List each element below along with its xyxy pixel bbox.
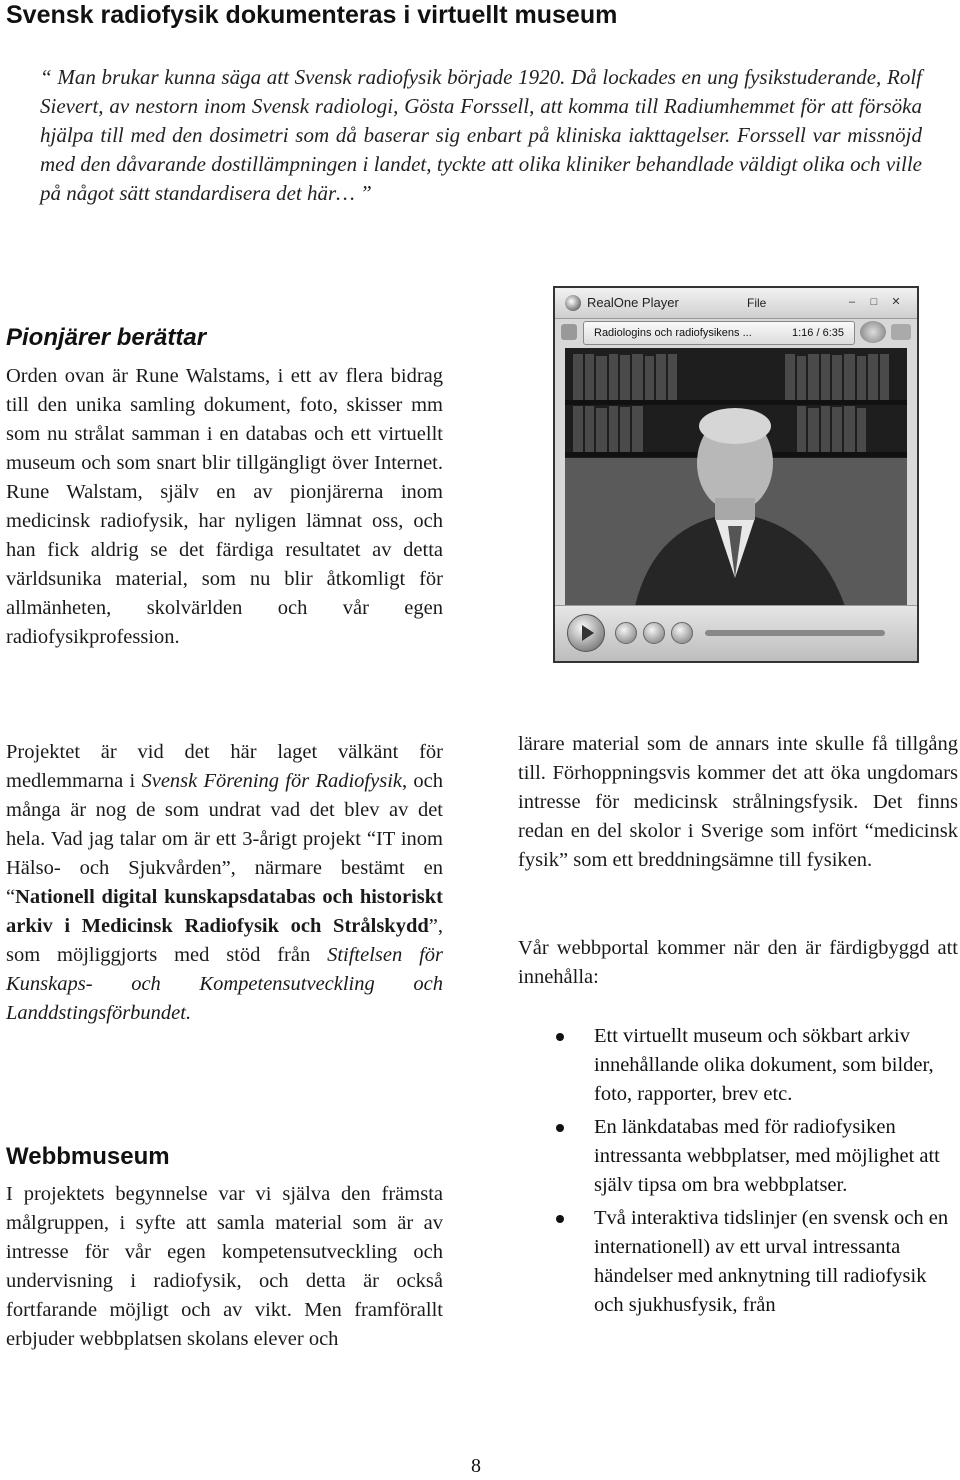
previous-icon <box>643 622 665 644</box>
text-run: ”, som möjliggjorts med stöd från <box>6 915 443 966</box>
player-track-time: 1:16 / 6:35 <box>792 327 844 339</box>
list-item <box>518 1204 958 1320</box>
player-track-title: Radiologins och radiofysikens ... <box>594 327 752 339</box>
minimize-icon: – <box>848 296 856 308</box>
media-player-screenshot <box>553 286 919 663</box>
paragraph-projekt <box>6 738 443 1028</box>
close-icon: ✕ <box>891 296 901 308</box>
project-name: Nationell digital kunskapsdatabas och historiskt arkiv i Medicinsk Radiofysik och Strålskydd <box>6 886 443 937</box>
player-app-name: RealOne Player <box>587 295 679 310</box>
funder-name: Stiftelsen för Kunskaps- och Kompetensutveckling och Landdstingsförbundet. <box>6 944 443 1024</box>
player-track-bar <box>583 321 855 345</box>
next-icon <box>671 622 693 644</box>
interview-photo <box>565 348 907 606</box>
list-item <box>518 1022 958 1109</box>
paragraph-larare: lärare material som de annars inte skulle få tillgång till. Förhoppningsvis kommer det att öka ungdomars intresse för medicinsk strålningsfysik. Det finns redan en del skolor i Sverige som infört “medicinsk fysik” som ett breddningsämne till fysiken. <box>518 733 958 871</box>
equalizer-icon <box>891 324 911 340</box>
play-icon <box>567 614 605 652</box>
list-item-text: Ett virtuellt museum och sökbart arkiv innehållande olika dokument, som bilder, foto, rapporter, brev etc. <box>594 1025 934 1105</box>
section-heading-pionjarer: Pionjärer berättar <box>6 324 207 351</box>
player-video-frame <box>565 348 907 606</box>
bullet-icon <box>556 1033 564 1041</box>
text-run: , och många är nog de som undrat vad det blev av det hela. Vad jag talar om är ett 3-årigt projekt “IT inom Hälso- och Sjukvården”, närmare bestämt en “ <box>6 770 443 908</box>
feature-list <box>518 1022 958 1324</box>
paragraph-webbportal: Vår webbportal kommer när den är färdigbyggd att innehålla: <box>518 937 958 988</box>
player-controls <box>555 605 917 661</box>
paragraph-webbmuseum: I projektets begynnelse var vi själva den främsta målgruppen, i syfte att samla material som är av intresse för vår egen kompetensutveckling och undervisning i radiofysik, och detta är också fortfarande möjligt och av vikt. Men framförallt erbjuder webbplatsen skolans elever och <box>6 1183 443 1350</box>
society-name: Svensk Förening för Radiofysik <box>141 770 403 792</box>
bullet-icon <box>556 1124 564 1132</box>
section-heading-webbmuseum: Webbmuseum <box>6 1143 170 1170</box>
page-number: 8 <box>471 1455 481 1477</box>
paragraph-pionjarer: Orden ovan är Rune Walstams, i ett av flera bidrag till den unika samling dokument, foto, skisser mm som nu strålat samman i en databas och ett virtuellt museum och som snart blir tillgängligt över Internet. Rune Walstam, själv en av pionjärerna inom medicinsk radiofysik, har nyligen lämnat oss, och han fick aldrig se det färdiga resultatet av detta världsunika material, som nu blir åtkomligt för allmänheten, skolvärlden och vår egen radiofysikprofession. <box>6 365 443 648</box>
maximize-icon: □ <box>870 296 878 308</box>
text-run: Projektet är vid det här laget välkänt för medlemmarna i <box>6 741 443 792</box>
intro-quote: “ Man brukar kunna säga att Svensk radiofysik började 1920. Då lockades en ung fysikstuderande, Rolf Sievert, av nestorn inom Svensk radiologi, Gösta Forssell, att komma till Radiumhemmet för att försöka hjälpa till med den dosimetri som då baserar sig enbart på kliniska iakttagelser. Forssell var missnöjd med den dåvarande dostillämpningen i landet, tyckte att olika kliniker behandlade väldigt olika och ville på något sätt standardisera det här… ” <box>40 65 922 205</box>
volume-icon <box>860 321 886 343</box>
stop-icon <box>615 622 637 644</box>
list-item-text: Två interaktiva tidslinjer (en svensk och en internationell) av ett urval intressanta händelser med anknytning till radiofysik och sjukhusfysik, från <box>594 1207 949 1316</box>
page-title: Svensk radiofysik dokumenteras i virtuellt museum <box>6 1 618 29</box>
playlist-icon <box>561 324 577 340</box>
player-titlebar <box>555 288 917 319</box>
list-item <box>518 1113 958 1200</box>
player-file-menu: File <box>747 296 767 310</box>
realone-logo-icon <box>565 295 581 311</box>
bullet-icon <box>556 1215 564 1223</box>
list-item-text: En länkdatabas med för radiofysiken intressanta webbplatser, med möjlighet att själv tipsa om bra webbplatser. <box>594 1116 940 1196</box>
seek-bar <box>705 630 885 636</box>
